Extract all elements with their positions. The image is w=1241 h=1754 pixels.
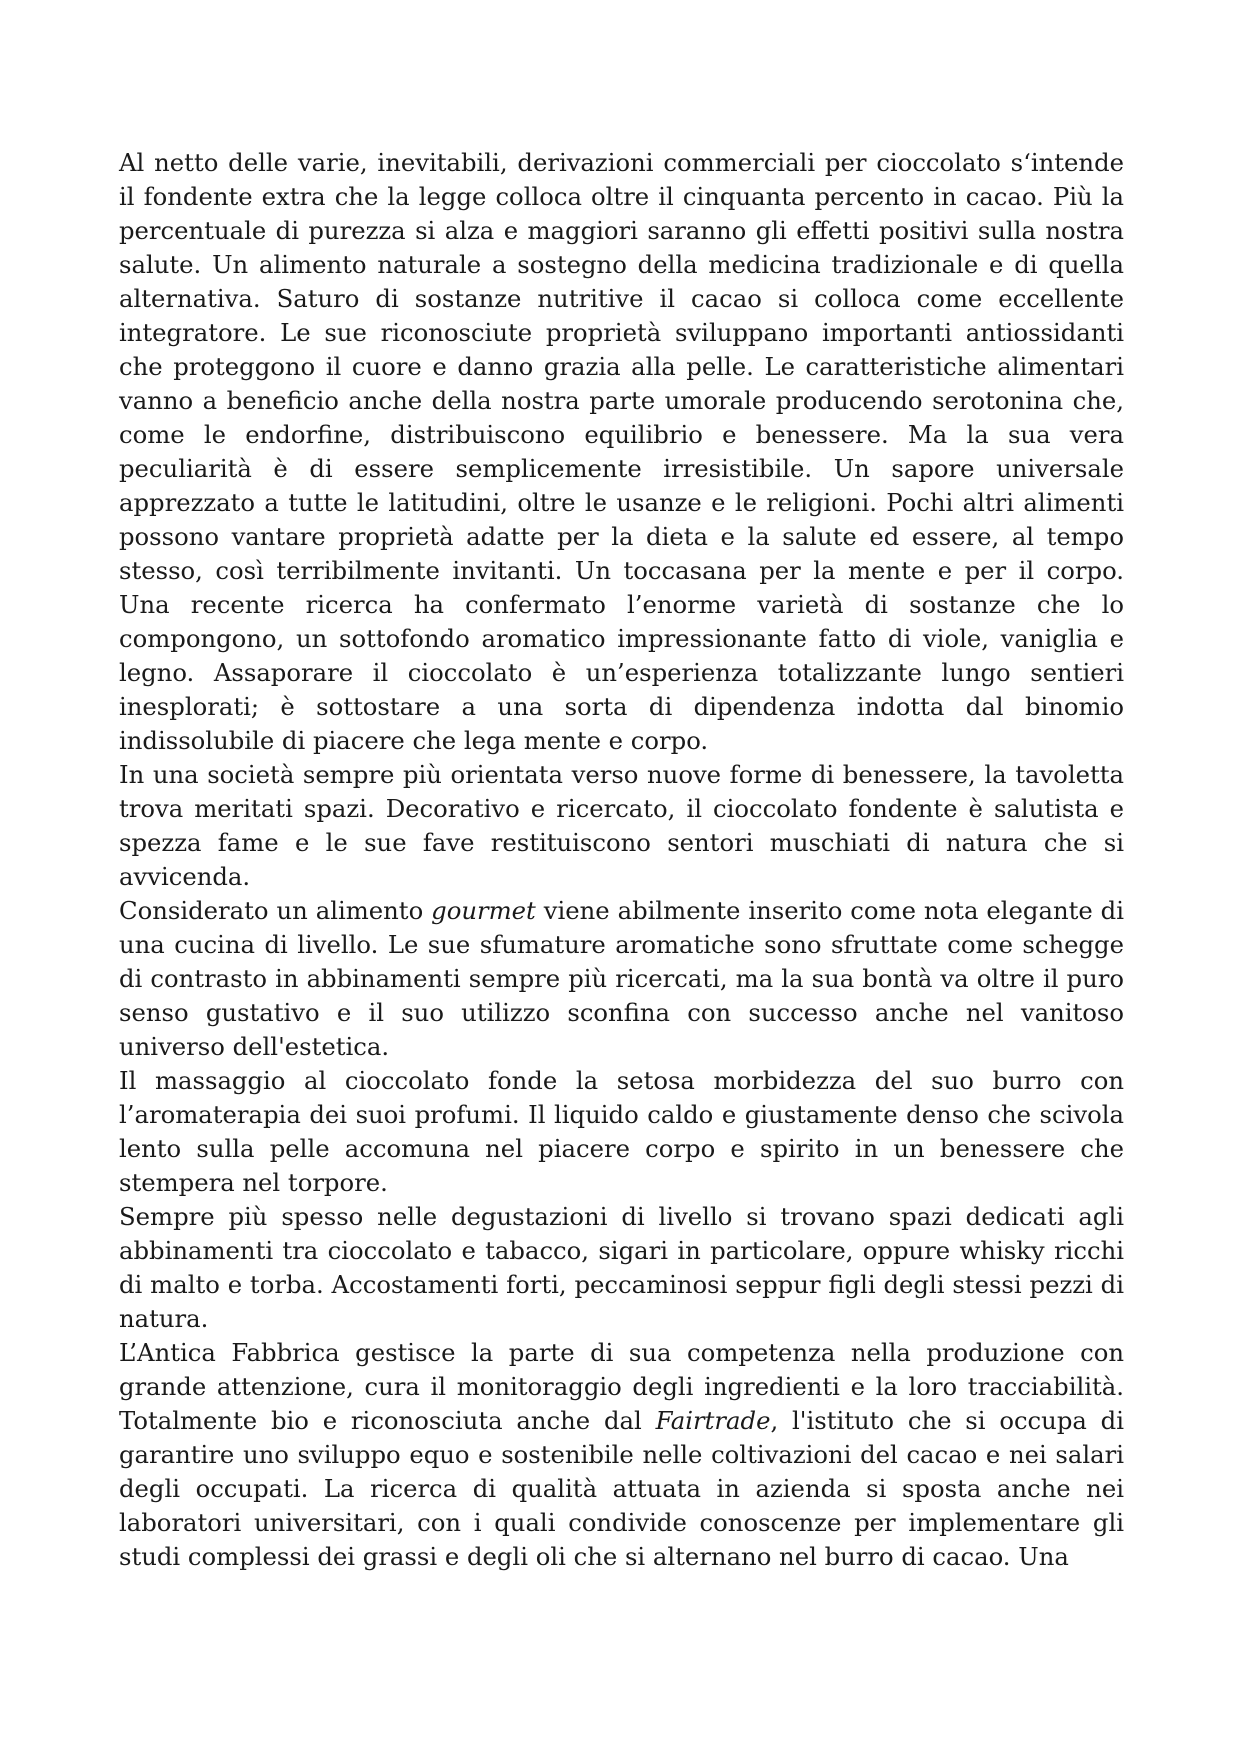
paragraph-4: [119, 1064, 1124, 1200]
paragraph-3: [119, 894, 1124, 1064]
paragraph-text: , l'istituto che si occupa di garantire uno sviluppo equo e sostenibile nelle coltivazioni del cacao e nei salari degli occupati. La ricerca di qualità attuata in azienda si sposta anche nei laboratori universitari, con i quali condivide conoscenze per implementare gli studi complessi dei grassi e degli oli che si alternano nel burro di cacao. Una: [119, 1406, 1124, 1571]
paragraph-text: Al netto delle varie, inevitabili, derivazioni commerciali per cioccolato s‘intende il fondente extra che la legge colloca oltre il cinquanta percento in cacao. Più la percentuale di purezza si alza e maggiori saranno gli effetti positivi sulla nostra salute. Un alimento naturale a sostegno della medicina tradizionale e di quella alternativa. Saturo di sostanze nutritive il cacao si colloca come eccellente integratore. Le sue riconosciute proprietà sviluppano importanti antiossidanti che proteggono il cuore e danno grazia alla pelle. Le caratteristiche alimentari vanno a beneficio anche della nostra parte umorale producendo serotonina che, come le endorfine, distribuiscono equilibrio e benessere. Ma la sua vera peculiarità è di essere semplicemente irresistibile. Un sapore universale apprezzato a tutte le latitudini, oltre le usanze e le religioni. Pochi altri alimenti possono vantare proprietà adatte per la dieta e la salute ed essere, al tempo stesso, così terribilmente invitanti. Un toccasana per la mente e per il corpo. Una recente ricerca ha confermato l’enorme varietà di sostanze che lo compongono, un sottofondo aromatico impressionante fatto di viole, vaniglia e legno. Assaporare il cioccolato è un’esperienza totalizzante lungo sentieri inesplorati; è sottostare a una sorta di dipendenza indotta dal binomio indissolubile di piacere che lega mente e corpo.: [119, 148, 1124, 755]
paragraph-text: Il massaggio al cioccolato fonde la setosa morbidezza del suo burro con l’aromaterapia dei suoi profumi. Il liquido caldo e giustamente denso che scivola lento sulla pelle accomuna nel piacere corpo e spirito in un benessere che stempera nel torpore.: [119, 1066, 1124, 1197]
paragraph-2: [119, 758, 1124, 894]
paragraph-text: In una società sempre più orientata verso nuove forme di benessere, la tavoletta trova meritati spazi. Decorativo e ricercato, il cioccolato fondente è salutista e spezza fame e le sue fave restituiscono sentori muschiati di natura che si avvicenda.: [119, 760, 1124, 891]
paragraph-text: viene abilmente inserito come nota elegante di una cucina di livello. Le sue sfumature aromatiche sono sfruttate come schegge di contrasto in abbinamenti sempre più ricercati, ma la sua bontà va oltre il puro senso gustativo e il suo utilizzo sconfina con successo anche nel vanitoso universo dell'estetica.: [119, 896, 1124, 1061]
paragraph-text: Sempre più spesso nelle degustazioni di livello si trovano spazi dedicati agli abbinamenti tra cioccolato e tabacco, sigari in particolare, oppure whisky ricchi di malto e torba. Accostamenti forti, peccaminosi seppur figli degli stessi pezzi di natura.: [119, 1202, 1124, 1333]
italic-term: gourmet: [431, 896, 536, 925]
document-body: [119, 146, 1124, 1574]
paragraph-text: L’Antica Fabbrica gestisce la parte di sua competenza nella produzione con grande attenzione, cura il monitoraggio degli ingredienti e la loro tracciabilità. Totalmente bio e riconosciuta anche dal: [119, 1338, 1124, 1435]
paragraph-text: Considerato un alimento: [119, 896, 432, 925]
paragraph-5: [119, 1200, 1124, 1336]
paragraph-1: [119, 146, 1124, 758]
italic-term: Fairtrade: [655, 1406, 771, 1435]
paragraph-6: [119, 1336, 1124, 1574]
